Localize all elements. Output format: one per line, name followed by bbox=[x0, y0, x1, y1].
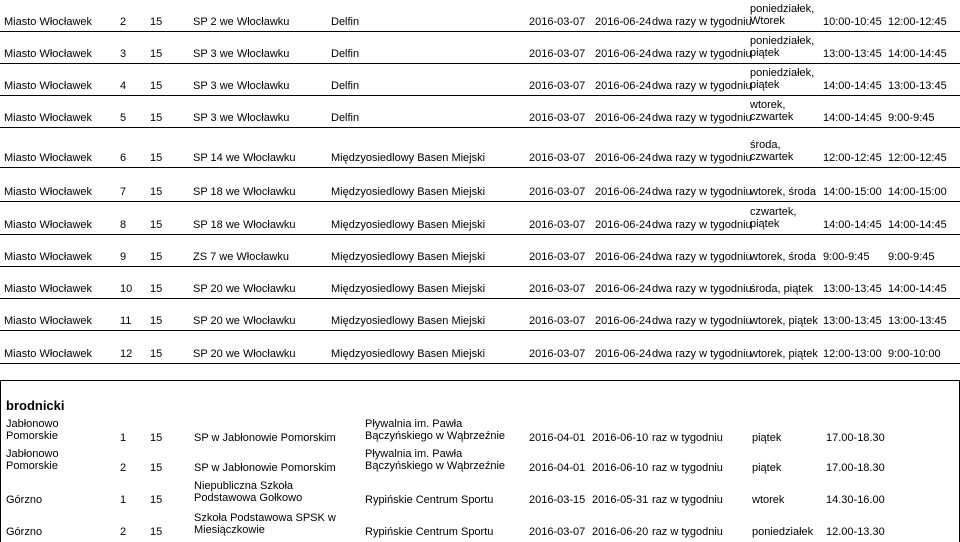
cell-age: 15 bbox=[150, 348, 163, 360]
cell-end: 2016-06-10 bbox=[592, 432, 649, 444]
cell-pool: Delfin bbox=[331, 48, 360, 60]
cell-city: Miasto Włocławek bbox=[4, 152, 93, 164]
cell-days: wtorek bbox=[752, 494, 785, 506]
cell-school: SP 20 we Włocławku bbox=[193, 348, 296, 360]
cell-time2: 13:00-13:45 bbox=[888, 80, 947, 92]
cell-school: ZS 7 we Włocławku bbox=[193, 251, 289, 263]
cell-freq: dwa razy w tygodniu bbox=[652, 283, 752, 295]
cell-start: 2016-03-07 bbox=[529, 283, 586, 295]
cell-start: 2016-03-15 bbox=[529, 494, 586, 506]
cell-school: SP 2 we Włocławku bbox=[193, 16, 290, 28]
cell-school: SP 18 we Włocławku bbox=[193, 186, 296, 198]
cell-start: 2016-03-07 bbox=[529, 16, 586, 28]
cell-time: 12.00-13.30 bbox=[826, 526, 885, 538]
cell-start: 2016-03-07 bbox=[529, 526, 586, 538]
cell-end: 2016-05-31 bbox=[592, 494, 649, 506]
cell-city: Miasto Włocławek bbox=[4, 16, 93, 28]
cell-school: SP w Jabłonowie Pomorskim bbox=[194, 432, 336, 444]
cell-end: 2016-06-20 bbox=[592, 526, 649, 538]
cell-city: Miasto Włocławek bbox=[4, 112, 93, 124]
cell-time2: 9:00-10:00 bbox=[888, 348, 941, 360]
cell-no: 1 bbox=[120, 432, 127, 444]
cell-time2: 12:00-12:45 bbox=[888, 152, 947, 164]
cell-days: środa, piątek bbox=[750, 283, 813, 295]
cell-pool: Międzyosiedlowy Basen Miejski bbox=[331, 186, 486, 198]
cell-time1: 12:00-13:00 bbox=[823, 348, 882, 360]
cell-freq: raz w tygodniu bbox=[652, 462, 723, 474]
cell-start: 2016-03-07 bbox=[529, 152, 586, 164]
cell-age: 15 bbox=[150, 48, 163, 60]
cell-city: Miasto Włocławek bbox=[4, 283, 93, 295]
cell-time: 17.00-18.30 bbox=[826, 462, 885, 474]
cell-start: 2016-03-07 bbox=[529, 251, 586, 263]
cell-pool: Delfin bbox=[331, 112, 360, 124]
cell-days: piątek bbox=[752, 462, 782, 474]
cell-city: Miasto Włocławek bbox=[4, 348, 93, 360]
cell-school: SP 20 we Włocławku bbox=[193, 315, 296, 327]
cell-no: 9 bbox=[120, 251, 127, 263]
cell-pool: Międzyosiedlowy Basen Miejski bbox=[331, 348, 486, 360]
cell-pool: Międzyosiedlowy Basen Miejski bbox=[331, 283, 486, 295]
cell-days: wtorek, piątek bbox=[750, 315, 818, 327]
cell-freq: dwa razy w tygodniu bbox=[652, 152, 752, 164]
cell-no: 8 bbox=[120, 219, 127, 231]
cell-start: 2016-03-07 bbox=[529, 80, 586, 92]
cell-freq: raz w tygodniu bbox=[652, 526, 723, 538]
cell-no: 1 bbox=[120, 494, 127, 506]
cell-freq: dwa razy w tygodniu bbox=[652, 186, 752, 198]
cell-city: Górzno bbox=[6, 526, 43, 538]
cell-no: 2 bbox=[120, 462, 127, 474]
cell-school: Szkoła Podstawowa SPSK w Miesiączkowie bbox=[194, 512, 336, 536]
cell-pool: Międzyosiedlowy Basen Miejski bbox=[331, 251, 486, 263]
cell-time: 17.00-18.30 bbox=[826, 432, 885, 444]
cell-days: piątek bbox=[752, 432, 782, 444]
cell-age: 15 bbox=[150, 462, 163, 474]
cell-start: 2016-04-01 bbox=[529, 462, 586, 474]
cell-pool: Międzyosiedlowy Basen Miejski bbox=[331, 219, 486, 231]
cell-age: 15 bbox=[150, 16, 163, 28]
cell-freq: dwa razy w tygodniu bbox=[652, 16, 752, 28]
cell-age: 15 bbox=[150, 494, 163, 506]
cell-no: 5 bbox=[120, 112, 127, 124]
cell-age: 15 bbox=[150, 432, 163, 444]
cell-city: Miasto Włocławek bbox=[4, 251, 93, 263]
cell-age: 15 bbox=[150, 315, 163, 327]
cell-school: SP 20 we Włocławku bbox=[193, 283, 296, 295]
cell-end: 2016-06-10 bbox=[592, 462, 649, 474]
cell-no: 10 bbox=[120, 283, 133, 295]
cell-school: SP w Jabłonowie Pomorskim bbox=[194, 462, 336, 474]
cell-start: 2016-03-07 bbox=[529, 348, 586, 360]
cell-freq: raz w tygodniu bbox=[652, 494, 723, 506]
cell-freq: dwa razy w tygodniu bbox=[652, 251, 752, 263]
cell-school: SP 14 we Włocławku bbox=[193, 152, 296, 164]
cell-age: 15 bbox=[150, 112, 163, 124]
cell-time1: 9:00-9:45 bbox=[823, 251, 870, 263]
cell-age: 15 bbox=[150, 219, 163, 231]
cell-end: 2016-06-24 bbox=[595, 112, 652, 124]
cell-age: 15 bbox=[150, 80, 163, 92]
cell-freq: raz w tygodniu bbox=[652, 432, 723, 444]
cell-freq: dwa razy w tygodniu bbox=[652, 80, 752, 92]
cell-no: 2 bbox=[120, 16, 127, 28]
cell-school: SP 3 we Włocławku bbox=[193, 48, 290, 60]
cell-time2: 14:00-14:45 bbox=[888, 219, 947, 231]
cell-days: poniedziałek, piątek bbox=[750, 67, 815, 91]
cell-school: SP 18 we Włocławku bbox=[193, 219, 296, 231]
cell-days: środa, czwartek bbox=[750, 139, 794, 163]
cell-end: 2016-06-24 bbox=[595, 186, 652, 198]
cell-freq: dwa razy w tygodniu bbox=[652, 315, 752, 327]
cell-city: Miasto Włocławek bbox=[4, 80, 93, 92]
cell-end: 2016-06-24 bbox=[595, 16, 652, 28]
cell-city: Górzno bbox=[6, 494, 43, 506]
cell-days: wtorek, piątek bbox=[750, 348, 818, 360]
cell-days: czwartek, piątek bbox=[750, 206, 797, 230]
cell-time2: 9:00-9:45 bbox=[888, 251, 935, 263]
cell-time1: 14:00-15:00 bbox=[823, 186, 882, 198]
cell-time1: 13:00-13:45 bbox=[823, 48, 882, 60]
cell-pool: Delfin bbox=[331, 80, 360, 92]
cell-time2: 14:00-15:00 bbox=[888, 186, 947, 198]
cell-no: 12 bbox=[120, 348, 133, 360]
cell-start: 2016-04-01 bbox=[529, 432, 586, 444]
cell-days: wtorek, środa bbox=[750, 186, 817, 198]
cell-time: 14.30-16.00 bbox=[826, 494, 885, 506]
cell-school: SP 3 we Włocławku bbox=[193, 80, 290, 92]
cell-days: poniedziałek bbox=[752, 526, 814, 538]
cell-pool: Delfin bbox=[331, 16, 360, 28]
cell-days: wtorek, czwartek bbox=[750, 99, 794, 123]
cell-no: 7 bbox=[120, 186, 127, 198]
cell-start: 2016-03-07 bbox=[529, 112, 586, 124]
cell-city: Jabłonowo Pomorskie bbox=[6, 448, 59, 472]
cell-pool: Międzyosiedlowy Basen Miejski bbox=[331, 152, 486, 164]
cell-no: 3 bbox=[120, 48, 127, 60]
cell-days: poniedziałek, piątek bbox=[750, 35, 815, 59]
cell-school: Niepubliczna Szkoła Podstawowa Gołkowo bbox=[194, 480, 303, 504]
cell-time1: 14:00-14:45 bbox=[823, 219, 882, 231]
cell-start: 2016-03-07 bbox=[529, 315, 586, 327]
cell-start: 2016-03-07 bbox=[529, 219, 586, 231]
cell-end: 2016-06-24 bbox=[595, 283, 652, 295]
cell-days: poniedziałek, Wtorek bbox=[750, 3, 815, 27]
cell-time2: 9:00-9:45 bbox=[888, 112, 935, 124]
cell-time2: 14:00-14:45 bbox=[888, 48, 947, 60]
cell-pool: Rypińskie Centrum Sportu bbox=[365, 526, 494, 538]
cell-time2: 12:00-12:45 bbox=[888, 16, 947, 28]
cell-time1: 14:00-14:45 bbox=[823, 80, 882, 92]
cell-end: 2016-06-24 bbox=[595, 152, 652, 164]
cell-no: 11 bbox=[120, 315, 132, 327]
cell-age: 15 bbox=[150, 526, 163, 538]
cell-pool: Międzyosiedlowy Basen Miejski bbox=[331, 315, 486, 327]
cell-start: 2016-03-07 bbox=[529, 186, 586, 198]
cell-freq: dwa razy w tygodniu bbox=[652, 219, 752, 231]
cell-pool: Pływalnia im. Pawła Bączyńskiego w Wąbrzeźnie bbox=[365, 418, 506, 442]
cell-days: wtorek, środa bbox=[750, 251, 817, 263]
cell-end: 2016-06-24 bbox=[595, 80, 652, 92]
cell-age: 15 bbox=[150, 283, 163, 295]
cell-pool: Pływalnia im. Pawła Bączyńskiego w Wąbrzeźnie bbox=[365, 448, 506, 472]
cell-start: 2016-03-07 bbox=[529, 48, 586, 60]
cell-freq: dwa razy w tygodniu bbox=[652, 48, 752, 60]
cell-pool: Rypińskie Centrum Sportu bbox=[365, 494, 494, 506]
cell-city: Miasto Włocławek bbox=[4, 315, 93, 327]
cell-city: Miasto Włocławek bbox=[4, 219, 93, 231]
cell-city: Miasto Włocławek bbox=[4, 186, 93, 198]
cell-no: 2 bbox=[120, 526, 127, 538]
cell-time1: 14:00-14:45 bbox=[823, 112, 882, 124]
cell-age: 15 bbox=[150, 186, 163, 198]
cell-time1: 12:00-12:45 bbox=[823, 152, 882, 164]
cell-end: 2016-06-24 bbox=[595, 251, 652, 263]
cell-city: Miasto Włocławek bbox=[4, 48, 93, 60]
cell-age: 15 bbox=[150, 251, 163, 263]
cell-time2: 14:00-14:45 bbox=[888, 283, 947, 295]
cell-end: 2016-06-24 bbox=[595, 348, 652, 360]
cell-time1: 13:00-13:45 bbox=[823, 283, 882, 295]
cell-end: 2016-06-24 bbox=[595, 48, 652, 60]
cell-end: 2016-06-24 bbox=[595, 219, 652, 231]
section-title-brodnicki: brodnicki bbox=[6, 398, 65, 413]
cell-age: 15 bbox=[150, 152, 163, 164]
cell-no: 4 bbox=[120, 80, 127, 92]
cell-city: Jabłonowo Pomorskie bbox=[6, 418, 59, 442]
cell-time2: 13:00-13:45 bbox=[888, 315, 947, 327]
cell-time1: 13:00-13:45 bbox=[823, 315, 882, 327]
cell-school: SP 3 we Włocławku bbox=[193, 112, 290, 124]
cell-freq: dwa razy w tygodniu bbox=[652, 348, 752, 360]
cell-no: 6 bbox=[120, 152, 127, 164]
cell-freq: dwa razy w tygodniu bbox=[652, 112, 752, 124]
cell-end: 2016-06-24 bbox=[595, 315, 652, 327]
cell-time1: 10:00-10:45 bbox=[823, 16, 882, 28]
